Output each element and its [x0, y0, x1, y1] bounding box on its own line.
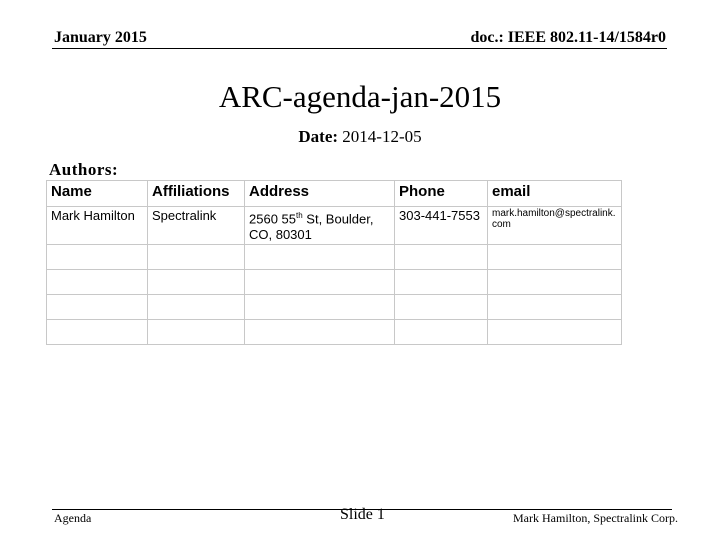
- table-row-empty: [47, 320, 622, 345]
- author-name: Mark Hamilton: [47, 207, 148, 245]
- empty-cell: [47, 245, 148, 270]
- empty-cell: [488, 270, 622, 295]
- authors-label: Authors:: [49, 160, 119, 179]
- table-row: [47, 207, 622, 245]
- empty-cell: [245, 320, 395, 345]
- address-rest: St, Boulder, CO, 80301: [249, 211, 374, 243]
- author-phone: 303-441-7553: [395, 207, 488, 245]
- empty-cell: [47, 320, 148, 345]
- column-header-phone: Phone: [395, 181, 488, 207]
- date-label: Date:: [298, 127, 339, 146]
- table-header-row: [47, 181, 622, 207]
- footer-right: Mark Hamilton, Spectralink Corp.: [513, 511, 678, 525]
- table-row-empty: [47, 270, 622, 295]
- authors-table: [46, 180, 622, 345]
- empty-cell: [245, 270, 395, 295]
- address-street: 2560 55: [249, 211, 296, 227]
- empty-cell: [47, 270, 148, 295]
- empty-cell: [395, 245, 488, 270]
- column-header-name: Name: [47, 181, 148, 207]
- empty-cell: [148, 270, 245, 295]
- header-date: January 2015: [54, 29, 147, 46]
- column-header-address: Address: [245, 181, 395, 207]
- empty-cell: [488, 245, 622, 270]
- table-row-empty: [47, 245, 622, 270]
- empty-cell: [245, 295, 395, 320]
- column-header-affiliations: Affiliations: [148, 181, 245, 207]
- empty-cell: [395, 295, 488, 320]
- empty-cell: [148, 295, 245, 320]
- slide-title: ARC-agenda-jan-2015: [218, 79, 502, 114]
- author-email: mark.hamilton@spectralink.com: [488, 207, 622, 245]
- date-value: 2014-12-05: [342, 127, 422, 146]
- empty-cell: [395, 320, 488, 345]
- empty-cell: [148, 320, 245, 345]
- address-ordinal: th: [296, 211, 303, 220]
- author-address: [245, 207, 395, 245]
- empty-cell: [245, 245, 395, 270]
- empty-cell: [47, 295, 148, 320]
- column-header-email: email: [488, 181, 622, 207]
- empty-cell: [395, 270, 488, 295]
- table-row-empty: [47, 295, 622, 320]
- empty-cell: [488, 295, 622, 320]
- header-doc-id: doc.: IEEE 802.11-14/1584r0: [470, 29, 666, 46]
- author-affiliation: Spectralink: [148, 207, 245, 245]
- empty-cell: [148, 245, 245, 270]
- slide-number: Slide 1: [340, 506, 385, 523]
- header-divider: [52, 48, 667, 49]
- footer-left: Agenda: [54, 511, 92, 525]
- empty-cell: [488, 320, 622, 345]
- date-line: [0, 127, 720, 147]
